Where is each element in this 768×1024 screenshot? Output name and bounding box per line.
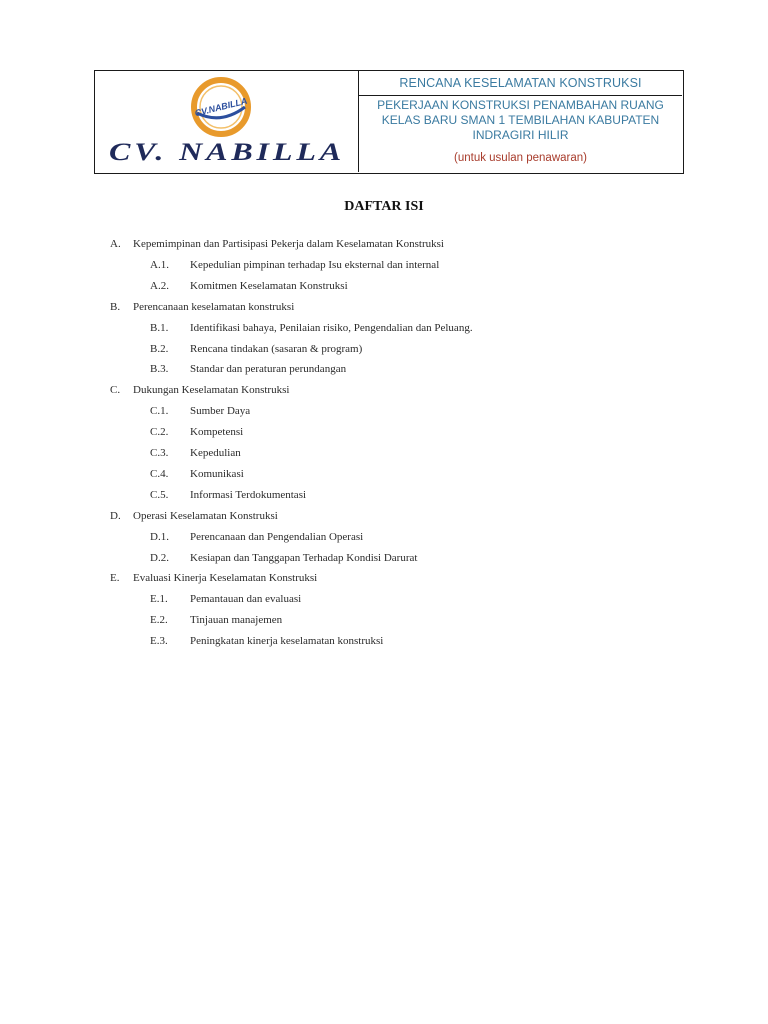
toc-item <box>150 487 530 503</box>
toc-section <box>110 570 530 586</box>
svg-text:CV.NABILLA: CV.NABILLA <box>193 95 249 119</box>
toc-section-label: Perencanaan keselamatan konstruksi <box>133 300 295 313</box>
toc-section <box>110 236 530 252</box>
toc-item-label: Rencana tindakan (sasaran & program) <box>190 342 363 355</box>
toc-section-code: E. <box>110 572 120 585</box>
offer-note: (untuk usulan penawaran) <box>454 152 587 164</box>
toc-item-label: Identifikasi bahaya, Penilaian risiko, Pengendalian dan Peluang. <box>190 321 473 334</box>
toc-item <box>150 278 530 294</box>
toc-item-code: E.1. <box>150 593 168 606</box>
toc-item <box>150 550 530 566</box>
toc-item-label: Sumber Daya <box>190 405 251 418</box>
toc-item-code: B.2. <box>150 342 169 355</box>
svg-text:CV. NABILLA: CV. NABILLA <box>109 139 345 166</box>
toc-item <box>150 424 530 440</box>
toc-item-label: Perencanaan dan Pengendalian Operasi <box>190 530 364 543</box>
toc-item <box>150 341 530 357</box>
toc-item-label: Kepedulian <box>190 447 241 459</box>
toc-item-code: C.2. <box>150 426 169 439</box>
toc-item-label: Informasi Terdokumentasi <box>190 488 307 501</box>
toc-item-label: Komitmen Keselamatan Konstruksi <box>190 279 348 292</box>
toc-item-code: B.1. <box>150 321 169 334</box>
toc-item <box>150 612 530 628</box>
toc-item-code: C.4. <box>150 467 169 480</box>
toc-section-code: D. <box>110 509 121 522</box>
toc-item <box>150 361 530 377</box>
toc-section <box>110 382 530 398</box>
document-title: RENCANA KESELAMATAN KONSTRUKSI <box>359 71 682 96</box>
toc-item-label: Kompetensi <box>190 426 244 439</box>
toc-item-code: B.3. <box>150 363 169 376</box>
toc-item <box>150 591 530 607</box>
toc-section-code: C. <box>110 384 121 397</box>
toc-item-code: C.1. <box>150 405 169 418</box>
toc-section-label: Evaluasi Kinerja Keselamatan Konstruksi <box>133 572 318 585</box>
toc-item <box>150 403 530 419</box>
toc-item-code: E.3. <box>150 635 168 648</box>
toc-item <box>150 633 530 649</box>
toc-section <box>110 508 530 524</box>
toc-section <box>110 299 530 315</box>
toc-item-label: Standar dan peraturan perundangan <box>190 363 347 376</box>
toc-section-label: Kepemimpinan dan Partisipasi Pekerja dalam Keselamatan Konstruksi <box>133 238 444 250</box>
toc-item-label: Komunikasi <box>190 467 244 480</box>
toc-section-code: B. <box>110 300 121 313</box>
toc-item-label: Tinjauan manajemen <box>190 614 283 627</box>
toc-item <box>150 320 530 336</box>
toc-item-code: E.2. <box>150 614 168 627</box>
toc-item-label: Kepedulian pimpinan terhadap Isu eksternal dan internal <box>190 258 440 271</box>
toc-item-code: A.2. <box>150 279 169 292</box>
toc-item <box>150 466 530 482</box>
toc-item <box>150 257 530 273</box>
toc-item-label: Peningkatan kinerja keselamatan konstruksi <box>190 635 384 648</box>
toc-section-label: Operasi Keselamatan Konstruksi <box>133 509 278 522</box>
toc-item-code: C.3. <box>150 447 169 459</box>
toc-item-label: Kesiapan dan Tanggapan Terhadap Kondisi Darurat <box>190 551 418 564</box>
project-description: PEKERJAAN KONSTRUKSI PENAMBAHAN RUANG KELAS BARU SMAN 1 TEMBILAHAN KABUPATEN INDRAGIRI HILIR <box>377 98 664 142</box>
toc-item <box>150 445 530 461</box>
toc-item-code: D.2. <box>150 551 169 564</box>
toc-section-code: A. <box>110 238 121 250</box>
toc-item-code: A.1. <box>150 258 169 271</box>
toc-title: DAFTAR ISI <box>344 199 424 214</box>
toc-section-label: Dukungan Keselamatan Konstruksi <box>133 384 290 397</box>
toc-item-code: D.1. <box>150 530 169 543</box>
toc-item <box>150 529 530 545</box>
toc-item-code: C.5. <box>150 488 169 501</box>
toc-item-label: Pemantauan dan evaluasi <box>190 593 302 606</box>
